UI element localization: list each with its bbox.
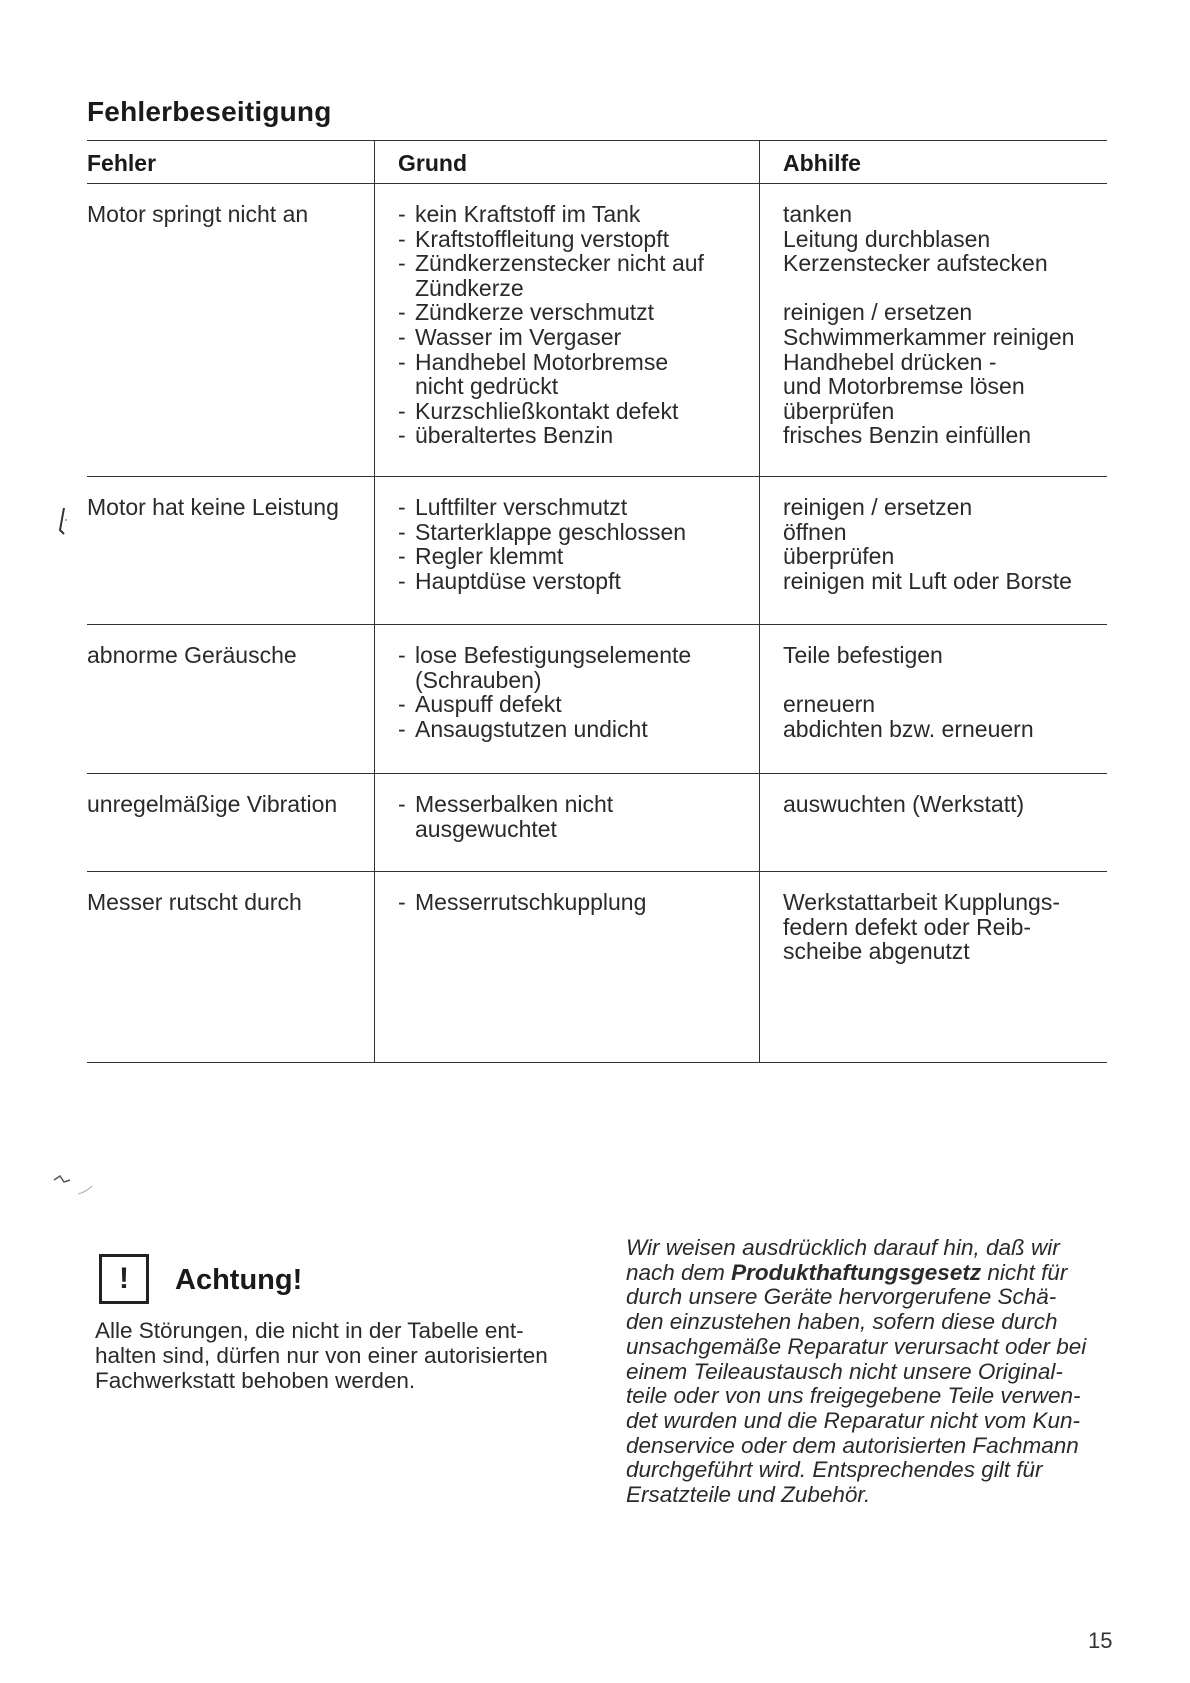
grund-item: - Auspuff defekt	[398, 691, 562, 718]
abhilfe-line	[783, 276, 1107, 301]
grund-item: Zündkerze	[415, 274, 524, 301]
legal-rest	[626, 1285, 1110, 1507]
abhilfe-line: erneuern	[783, 691, 876, 718]
legal-line: Wir weisen ausdrücklich darauf hin, daß wir	[626, 1235, 1060, 1260]
abhilfe-cell	[759, 184, 1107, 476]
fehler-cell: Motor springt nicht an	[87, 201, 309, 227]
table-row	[87, 872, 1107, 1063]
table-body	[87, 184, 1107, 1063]
grund-item: nicht gedrückt	[415, 373, 559, 400]
abhilfe-line: reinigen mit Luft oder Borste	[783, 567, 1072, 594]
legal-line: det wurden und die Reparatur nicht vom Kun-	[626, 1407, 1081, 1433]
abhilfe-line: federn defekt oder Reib-	[783, 913, 1032, 940]
achtung-title: Achtung!	[175, 1264, 303, 1296]
header-grund: Grund	[374, 141, 759, 183]
grund-item: - Luftfilter verschmutzt	[398, 494, 628, 520]
legal-line: Ersatzteile und Zubehör.	[626, 1482, 871, 1508]
legal-line: teile oder von uns freigegebene Teile verwen-	[626, 1383, 1081, 1409]
abhilfe-line: Schwimmerkammer reinigen	[783, 323, 1075, 350]
table-row	[87, 184, 1107, 477]
abhilfe-line: auswuchten (Werkstatt)	[783, 791, 1025, 817]
fehler-cell: Motor hat keine Leistung	[87, 494, 339, 520]
abhilfe-line: überprüfen	[783, 543, 895, 570]
legal-bold-term: Produkthaftungsgesetz	[731, 1259, 982, 1285]
grund-item: - Zündkerze verschmutzt	[398, 299, 655, 326]
scan-speck	[52, 500, 92, 550]
table-row	[87, 477, 1107, 625]
grund-item: - Zündkerzenstecker nicht auf	[398, 250, 704, 277]
scan-speck	[48, 1168, 108, 1208]
abhilfe-cell	[759, 625, 1107, 773]
grund-item: - Wasser im Vergaser	[398, 323, 622, 350]
abhilfe-line: Leitung durchblasen	[783, 225, 991, 252]
fehler-cell: abnorme Geräusche	[87, 642, 297, 668]
legal-line: durch unsere Geräte hervorgerufene Schä-	[626, 1284, 1057, 1310]
grund-cell	[374, 872, 759, 1062]
fehler-cell: unregelmäßige Vibration	[87, 791, 338, 817]
grund-item: - kein Kraftstoff im Tank	[398, 201, 641, 227]
grund-cell	[374, 184, 759, 476]
header-fehler: Fehler	[87, 150, 157, 176]
table-row	[87, 625, 1107, 774]
abhilfe-line: abdichten bzw. erneuern	[783, 715, 1034, 742]
grund-item: - Ansaugstutzen undicht	[398, 715, 648, 742]
grund-item: (Schrauben)	[415, 666, 542, 693]
warning-icon: !	[99, 1254, 149, 1304]
legal-line: den einzustehen haben, sofern diese durch	[626, 1309, 1058, 1335]
abhilfe-line: tanken	[783, 201, 853, 227]
grund-item: - Handhebel Motorbremse	[398, 348, 669, 375]
grund-item: ausgewuchtet	[415, 815, 557, 842]
achtung-text	[95, 1318, 585, 1393]
abhilfe-line: Kerzenstecker aufstecken	[783, 250, 1048, 277]
abhilfe-line	[783, 668, 1107, 693]
abhilfe-cell	[759, 774, 1107, 871]
grund-item: - Messerbalken nicht	[398, 791, 614, 817]
abhilfe-cell	[759, 872, 1107, 1062]
grund-cell	[374, 477, 759, 624]
legal-line: nach dem Produkthaftungsgesetz nicht für	[626, 1259, 1068, 1285]
abhilfe-line: öffnen	[783, 518, 847, 545]
table-row	[87, 774, 1107, 872]
abhilfe-line: scheibe abgenutzt	[783, 938, 970, 965]
achtung-line: halten sind, dürfen nur von einer autorisierten	[95, 1343, 548, 1368]
abhilfe-line: Werkstattarbeit Kupplungs-	[783, 889, 1060, 915]
grund-item: - Kurzschließkontakt defekt	[398, 397, 679, 424]
grund-item: - Kraftstoffleitung verstopft	[398, 225, 669, 252]
legal-line: denservice oder dem autorisierten Fachmann	[626, 1432, 1079, 1458]
abhilfe-line: frisches Benzin einfüllen	[783, 422, 1032, 449]
achtung-line: Fachwerkstatt behoben werden.	[95, 1368, 416, 1393]
page-title: Fehlerbeseitigung	[87, 96, 332, 127]
abhilfe-line: Handhebel drücken -	[783, 348, 997, 375]
legal-line: unsachgemäße Reparatur verursacht oder bei	[626, 1333, 1087, 1359]
legal-line: durchgeführt wird. Entsprechendes gilt für	[626, 1457, 1043, 1483]
grund-item: - Starterklappe geschlossen	[398, 518, 687, 545]
grund-item: - Regler klemmt	[398, 543, 564, 570]
grund-item: - lose Befestigungselemente	[398, 642, 692, 668]
page-number: 15	[1088, 1628, 1113, 1653]
table-header-row	[87, 140, 1107, 184]
grund-cell	[374, 625, 759, 773]
grund-item: - Messerrutschkupplung	[398, 889, 647, 915]
achtung-line: Alle Störungen, die nicht in der Tabelle ent-	[95, 1318, 524, 1343]
header-abhilfe: Abhilfe	[759, 141, 1107, 183]
abhilfe-line: reinigen / ersetzen	[783, 299, 973, 326]
legal-line: einem Teileaustausch nicht unsere Original-	[626, 1358, 1063, 1384]
abhilfe-line: Teile befestigen	[783, 642, 943, 668]
liability-notice	[626, 1236, 1110, 1508]
abhilfe-line: reinigen / ersetzen	[783, 494, 973, 520]
grund-item: - überaltertes Benzin	[398, 422, 614, 449]
grund-item: - Hauptdüse verstopft	[398, 567, 621, 594]
fehler-cell: Messer rutscht durch	[87, 889, 302, 915]
troubleshooting-table	[87, 140, 1107, 1063]
grund-cell	[374, 774, 759, 871]
abhilfe-line: überprüfen	[783, 397, 895, 424]
abhilfe-cell	[759, 477, 1107, 624]
abhilfe-line: und Motorbremse lösen	[783, 373, 1025, 400]
